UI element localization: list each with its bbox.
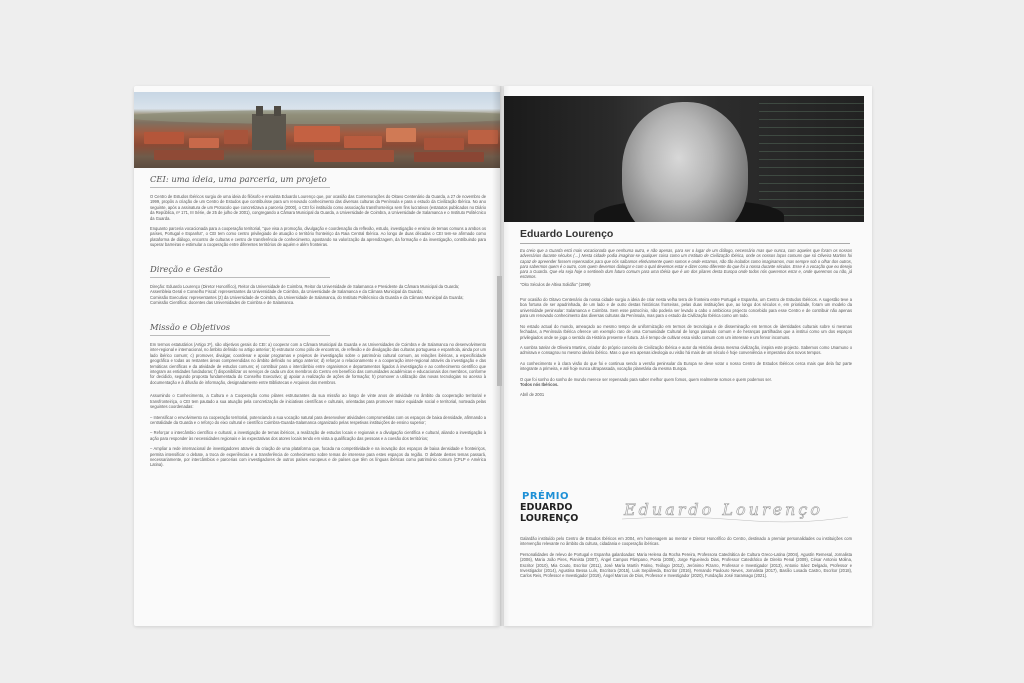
svg-text:Eduardo Lourenço: Eduardo Lourenço — [624, 500, 823, 519]
quote-source: "Oito Séculos de Altiva Solidão" (1999) — [520, 281, 591, 287]
premio-logo — [520, 491, 850, 531]
section-title: Missão e Objetivos — [150, 322, 231, 333]
section-rule — [150, 277, 330, 278]
section-cei — [150, 174, 486, 248]
governance-line: Comissão Científica: docentes das Universidades de Coimbra e de Salamanca. — [150, 300, 295, 306]
open-booklet — [134, 86, 874, 626]
premio-name-line: EDUARDO — [520, 502, 573, 513]
paragraph: Assumindo o Conhecimento, a Cultura e a Cooperação como pilares estruturantes da sua missão ao longo de vinte anos de atividade no âmbito da cooperação territorial e transfronteiriça, o CEI tem pautado a sua atuação pela concretização de iniciativas científicas e culturais, orientadas para promover maior equidade social e territorial, norteada pelas seguintes coordenadas: — [150, 393, 486, 410]
cathedral-shape — [252, 114, 286, 150]
section-missao — [150, 322, 486, 468]
paragraph: O que foi sonho do sonho de mundo merece ser repensado para saber melhor quem fomos, quem realmente somos e quem podemos ser. — [520, 376, 772, 382]
portrait-photo — [504, 96, 864, 222]
premio-label: PRÉMIO — [522, 491, 570, 502]
paragraph: A sombra tutelar de Oliveira Martins, criador do próprio conceito de Civilização Ibérica e autor da História dessa mesma civilização, inspira este projecto. Sabemos como Unamuno o admirava e consagrou no mesmo ideário ibérico. Mas o que era apenas ideologia ou visão há mais de um século é hoje conveniência e imperativo dos novos tempos. — [520, 344, 852, 356]
governance-line: Direção: Eduardo Lourenço (Diretor Honorífico), Reitor da Universidade de Coimbra, Reitor da Universidade de Salamanca e Presidente da Câmara Municipal da Guarda; — [150, 283, 460, 289]
paragraph: O Centro de Estudos Ibéricos surgiu de uma ideia do filósofo e ensaísta Eduardo Lourenço que, por ocasião das Comemorações do Oitavo Centenário da Guarda, a 27 de novembro de 1999, propôs a criação de um Centro de Estudos que contribuísse para um renovado conhecimento das diversas culturas da Península e para o estudo da Civilização Ibérica. No ano seguinte, após a assinatura de um Protocolo que concretizava a parceria (2000), o CEI foi instituído como associação transfronteiriça sem fins lucrativos (estatutos publicados no Diário da República, nº 171, III Série, de 25 de julho de 2001), congregando a Câmara Municipal da Guarda, a Universidade de Coimbra, a Universidade de Salamanca e o Instituto Politécnico da Guarda. — [150, 194, 486, 221]
page-edge-tab — [497, 276, 502, 386]
paragraph: Em termos estatutários (Artigo 2º), são objetivos gerais do CEI: a) cooperar com a Câmara Municipal da Guarda e as Universidades de Coimbra e de Salamanca no desenvolvimento inter-regional e internacional, no âmbito definido no artigo anterior; b) estruturar como pólo de encontros, de reflexão e de divulgação das culturas portuguesa e espanhola, ainda por um lado ibérico comum; c) promover, divulgar, coordenar e apoiar programas e projetos de investigação sobre o património cultural comum, as relações ibéricas, a especificidade geográfica e todas as restantes áreas compreendidas no âmbito definido no artigo anterior; d) reforçar o relacionamento e a cooperação inter-regional através da investigação e das temáticas científicas e da atividade de estudos comuns; e) contribuir para o intercâmbio entre organismos e departamentos ligados à investigação e ao conhecimento científico que integram as entidades fundadoras; f) disponibilizar os serviços de cada um dos membros do Centro em benefício das comunidades académicas e educacionais dos membros, conforme for decidido, segundo proposta fundamentada do Conselho Executivo; g) apoiar a realização de ações de formação; h) promover a utilização das novas tecnologias no acesso à documentação e à difusão de informação, designadamente entre Bibliotecas e Arquivos dos membros. — [150, 342, 486, 385]
section-rule — [150, 335, 330, 336]
governance-line: Comissão Executiva: representantes (2) da Universidade de Coimbra, da Universidade de Salamanca, do Instituto Politécnico da Guarda e da Câmara Municipal da Guarda; — [150, 294, 464, 300]
letter-date: Abril de 2001 — [520, 392, 545, 398]
paragraph: Por ocasião do Oitavo Centenário da nossa cidade surgiu a ideia de criar nesta velha terra de fronteira entre Portugal e Espanha, um Centro de Estudos Ibéricos. A sugestão teve a boa fortuna de ser apadrinhada, de um lado e de outro destas históricas fronteiras, pelas duas instituições que, ao longo dos séculos e, em prioridade, foram um modelo da universidade peninsular: Salamanca e Coimbra. Sem esse patrocínio, não poderia ser levado a cabo o ambicioso projecto concebido para esse Centro e de contribuir não apenas para um renovado conhecimento das diversas culturas da Península, mas para o estudo da Civilização Ibérica como um todo. — [520, 297, 852, 319]
section-title: Direção e Gestão — [150, 263, 223, 274]
paragraph: – Ampliar a rede internacional de investigadores através da criação de uma plataforma que, focada na competitividade e na inovação dos espaços de baixa densidade e fronteiriços, permita intensificar o debate, a troca de experiências e a transferência de conhecimento sobre temas de interesse para estes espaços da região. O debate destes temas passará, necessariamente, por intercâmbios e parcerias com investigadores de outros países europeus e de países que têm os línguas ibéricas como património comum (CPLP e América Latina). — [150, 446, 486, 468]
signature-image — [620, 495, 850, 525]
closing-line: Todos nós Ibéricos. — [520, 381, 559, 387]
paragraph: Galardão instituído pelo Centro de Estudos Ibéricos em 2004, em homenagem ao mentor e Diretor Honorífico do Centro, destinado a premiar personalidades ou instituições com intervenção relevante no âmbito da cultura, cidadania e cooperação ibéricas. — [520, 536, 852, 547]
right-page — [504, 86, 872, 626]
section-rule — [150, 187, 330, 188]
handwriting-overlay — [759, 96, 864, 222]
city-aerial-photo — [134, 92, 500, 168]
premio-name-line: LOURENÇO — [520, 512, 579, 524]
paragraph: Enquanto parceria vocacionada para a cooperação territorial, "que visa a promoção, divulgação e coordenação da reflexão, estudo, investigação e ensino de temas comuns a ambos os países, Portugal e Espanha", o CEI tem como centro privilegiado de atuação o território fronteiriço da Raia Central Ibérica. Ao longo de duas décadas o CEI tem-se afirmado como plataforma de diálogo, encontro de culturas e centro de transferência de conhecimento, apostando na valorização da aprendizagem, da formação e da investigação, contribuindo para superar barreiras e estimular a cooperação entre diferentes territórios de aquém e além fronteiras. — [150, 226, 486, 248]
quote-text: Eu creio que a Guarda está mais vocacionada que nenhuma outra, e não apenas, para ser o lugar de um diálogo, necessário mas que nunca, com aqueles que foram os nossos adversários durante séculos (…) Nesta cidade podia imaginar-se qualquer coisa como um Instituto de Civilização Ibérica, onde os nossos laços comuns que só Oliveira Martins foi capaz de apreender fossem repensados para que nós saibamos efetivamente quem somos e onde estamos, não tão isolados como imaginamos, mas sempre sob o olhar dos outros, para sabermos quem é o outro, com quem devemos dialogar e com o qual devemos estar e dizer como diferente do que foi a nossa durante séculos. Esse é a vocação que eu desejo para a Guarda. Que ela seja hoje o sentinela dum futuro comum para uma Ibéria que é um dos pilares desta Europa onde todos nós queremos estar e, onde queremos ou não, já estamos. — [520, 248, 852, 280]
laureates-list: Personalidades de relevo de Portugal e Espanha galardoadas: Maria Helena da Rocha Pereira, Professora Catedrática de Cultura Greco-Latina (2004), Agustín Remesal, Jornalista (2006), Maria João Pires, Pianista (2007), Ángel Campos Pámpano, Poeta (2008), Jorge Figueiredo Dias, Professor Catedrático de Direito Penal (2009), César Antonio Molina, Escritor (2010), Mia Couto, Escritor (2011), José María Martín Patino, Teólogo (2012), Jerónimo Pizarro, Professor e Investigador (2013), Antonio Sáez Delgado, Professor e Investigador (2014), Agustina Bessa Luís, Escritora (2015), Luis Sepúlveda, Escritor (2016), Fernando Paulouro Neves, Jornalista (2017), Basílio Losada Castro, Escritor (2018), Carlos Reis, Professor e Investigador (2019), Ángel Marcos de Dios, Professor e Investigador (2020), Fundação José Saramago (2021). — [520, 551, 852, 579]
paragraph: Ao conhecimento e à clara visão do que foi e continua sendo a versão peninsular da Europa se deve votar o nosso Centro de Estudos Ibéricos cerca mais que dela faz parte integrante a primeira, e até hoje nunca ultrapassada, vocação planetária da mesma Europa. — [520, 360, 852, 372]
governance-line: Assembleia Geral e Conselho Fiscal: representantes da Universidade de Coimbra, da Universidade de Salamanca e da Câmara Municipal da Guarda; — [150, 289, 423, 295]
title-rule — [520, 243, 850, 244]
paragraph: No estado actual do mundo, ameaçado ao mesmo tempo de uniformização em termos de tecnologia e de disseminação em termos de identidades culturais sobre si mesmas fechadas, a Península Ibérica oferece um exemplo raro de uma Comunidade Cultural de longo passado comum e de heranças partilhadas que a institui como um dos espaços privilegiados onde se joga o sentido da História presente e futura. Já é tempo de cultivar essa visão comum com um interesse e um fervor incomuns. — [520, 323, 852, 340]
section-title: CEI: uma ideia, uma parceria, um projeto — [150, 174, 327, 184]
person-name-title: Eduardo Lourenço — [520, 228, 614, 240]
premio-name — [520, 503, 578, 524]
section-direcao — [150, 264, 486, 306]
left-page — [134, 86, 500, 626]
paragraph: – Intensificar o envolvimento na cooperação territorial, potenciando a sua vocação natural para desenvolver atividades comprometidas com os espaços de baixa densidade, afirmando a centralidade da Guarda e o reforço do eixo cultural e científico Coimbra-Guarda-Salamanca organizado pelas respetivas instituições de ensino superior; — [150, 414, 486, 425]
paragraph: – Reforçar o intercâmbio científico e cultural, a investigação de temas ibéricos, a realização de estudos locais e regionais e a divulgação científica e cultural, aliando a investigação à ação para responder às necessidades regionais e às expectativas dos atores locais tendo em vista a qualificação das pessoas e a coesão dos territórios; — [150, 430, 486, 441]
